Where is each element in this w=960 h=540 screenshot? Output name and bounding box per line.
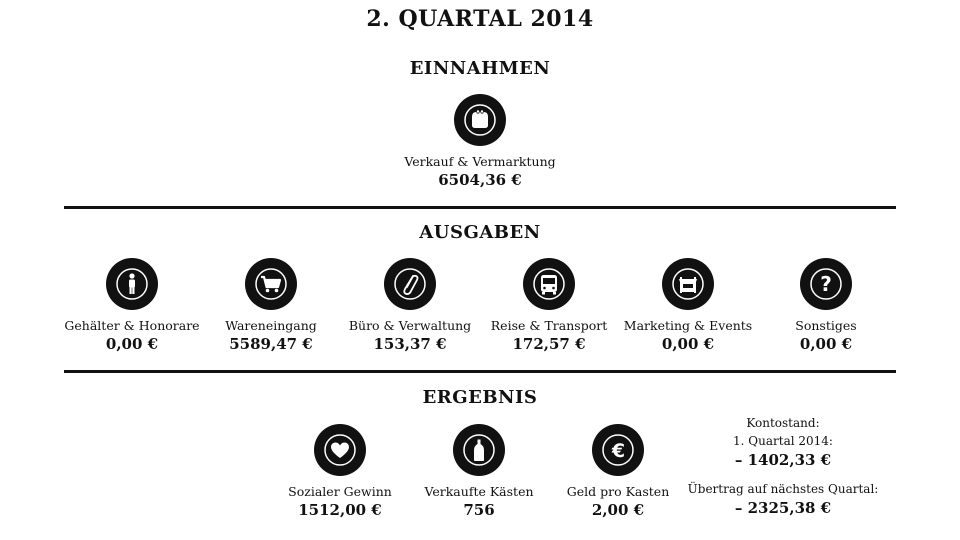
- person-icon: [106, 258, 158, 310]
- ausgaben-value: 5589,47 €: [229, 335, 313, 353]
- ergebnis-value: 756: [463, 501, 495, 519]
- ausgaben-label: Sonstiges: [795, 318, 857, 333]
- section-title-ergebnis: ERGEBNIS: [422, 387, 538, 408]
- kontostand-period-label: 1. Quartal 2014:: [733, 434, 833, 448]
- question-mark-icon: [800, 258, 852, 310]
- page-title: 2. QUARTAL 2014: [366, 6, 594, 32]
- bottle-icon: [453, 424, 505, 476]
- einnahmen-value: 6504,36 €: [438, 171, 522, 189]
- bus-icon: [523, 258, 575, 310]
- ergebnis-value: 2,00 €: [591, 501, 645, 519]
- ausgaben-value: 172,57 €: [512, 335, 586, 353]
- ergebnis-label: Geld pro Kasten: [566, 484, 670, 499]
- ausgaben-label: Büro & Verwaltung: [348, 318, 472, 333]
- uebertrag-value: – 2325,38 €: [734, 499, 832, 517]
- ausgaben-value: 0,00 €: [661, 335, 715, 353]
- uebertrag-label: Übertrag auf nächstes Quartal:: [687, 482, 879, 496]
- paperclip-icon: [384, 258, 436, 310]
- ergebnis-label: Verkaufte Kästen: [424, 484, 534, 499]
- euro-icon: [592, 424, 644, 476]
- kontostand-value: – 1402,33 €: [734, 451, 832, 469]
- ergebnis-label: Sozialer Gewinn: [288, 484, 392, 499]
- section-title-ausgaben: AUSGABEN: [419, 222, 541, 243]
- ausgaben-label: Marketing & Events: [623, 318, 753, 333]
- ergebnis-value: 1512,00 €: [298, 501, 382, 519]
- heart-icon: [314, 424, 366, 476]
- ausgaben-value: 0,00 €: [799, 335, 853, 353]
- svg-text:€: €: [611, 440, 626, 462]
- einnahmen-item-verkauf: [390, 94, 570, 189]
- shopping-cart-icon: [245, 258, 297, 310]
- kontostand-label: Kontostand:: [746, 416, 820, 430]
- section-title-einnahmen: EINNAHMEN: [409, 58, 551, 79]
- ausgaben-label: Wareneingang: [225, 318, 317, 333]
- kontostand-block: [688, 414, 879, 518]
- svg-text:?: ?: [820, 272, 832, 296]
- ausgaben-value: 0,00 €: [105, 335, 159, 353]
- ausgaben-label: Gehälter & Honorare: [64, 318, 200, 333]
- market-stall-icon: [662, 258, 714, 310]
- divider: [64, 370, 896, 373]
- ausgaben-label: Reise & Transport: [490, 318, 608, 333]
- purse-icon: [454, 94, 506, 146]
- ausgaben-value: 153,37 €: [373, 335, 447, 353]
- einnahmen-label: Verkauf & Vermarktung: [404, 154, 556, 169]
- ergebnis-item-geld-pro-kasten: [528, 424, 708, 519]
- ausgaben-item-sonstiges: [736, 258, 916, 353]
- divider: [64, 206, 896, 209]
